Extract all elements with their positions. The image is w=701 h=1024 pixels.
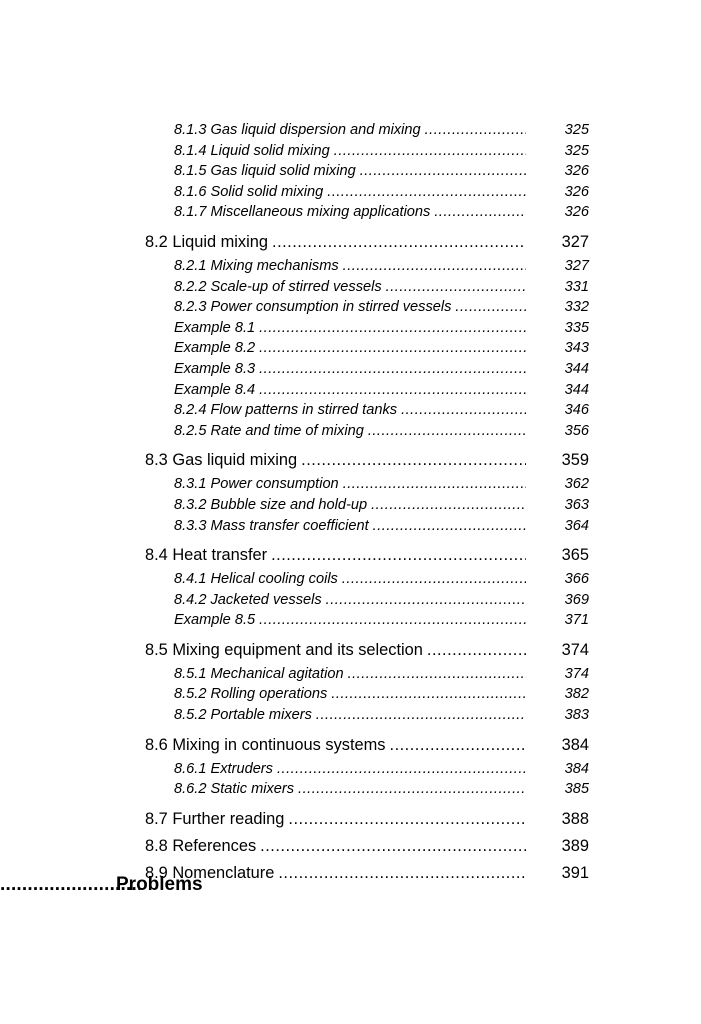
toc-subsection-entry[interactable] — [0, 182, 701, 203]
toc-entry-row — [145, 229, 526, 256]
toc-entry-page: 326 — [564, 163, 589, 180]
toc-leader-dots — [368, 421, 526, 442]
toc-entry-title: 8.2 Liquid mixing — [145, 229, 272, 256]
toc-entry-page: 366 — [564, 571, 589, 588]
toc-subsection-entry[interactable] — [0, 664, 701, 685]
toc-entry-row — [145, 806, 526, 833]
toc-entry-page: 332 — [564, 299, 589, 316]
toc-entry-row — [174, 400, 526, 421]
toc-leader-dots — [331, 684, 526, 705]
toc-subsection-entry[interactable] — [0, 569, 701, 590]
toc-section-entry[interactable] — [0, 833, 701, 860]
toc-entry-page: 326 — [564, 204, 589, 221]
toc-entry-title: 8.5.2 Rolling operations — [174, 684, 331, 705]
toc-entry-title: Example 8.2 — [174, 338, 259, 359]
toc-entry-page: 363 — [564, 496, 589, 513]
table-of-contents — [0, 120, 701, 887]
toc-leader-dots — [371, 495, 526, 516]
problems-title: Problems — [116, 874, 203, 895]
toc-entry-page: 371 — [564, 612, 589, 629]
toc-entry-row — [174, 569, 526, 590]
toc-leader-dots — [434, 202, 526, 223]
toc-entry-page: 369 — [564, 591, 589, 608]
toc-entry-page: 364 — [564, 517, 589, 534]
toc-entry-page: 356 — [564, 422, 589, 439]
toc-entry-row — [174, 779, 526, 800]
toc-entry-row — [174, 474, 526, 495]
toc-entry-row — [174, 297, 526, 318]
toc-subsection-entry[interactable] — [0, 161, 701, 182]
toc-leader-dots — [326, 590, 526, 611]
toc-entry-title: Example 8.3 — [174, 359, 259, 380]
toc-entry-title: Example 8.4 — [174, 380, 259, 401]
toc-entry-title: 8.2.3 Power consumption in stirred vessels — [174, 297, 455, 318]
toc-entry-page: 384 — [561, 735, 589, 754]
toc-entry-page: 374 — [561, 640, 589, 659]
toc-entry-title: 8.7 Further reading — [145, 806, 288, 833]
toc-leader-dots — [271, 542, 526, 569]
toc-leader-dots — [348, 664, 526, 685]
toc-entry-page: 344 — [564, 381, 589, 398]
toc-leader-dots — [277, 759, 526, 780]
toc-subsection-entry[interactable] — [0, 318, 701, 339]
toc-entry-title: 8.5 Mixing equipment and its selection — [145, 637, 427, 664]
toc-entry-page: 388 — [561, 809, 589, 828]
toc-entry-row — [145, 447, 526, 474]
toc-entry-row — [145, 833, 526, 860]
toc-entry-row — [174, 318, 526, 339]
toc-leader-dots — [342, 569, 526, 590]
toc-entry-page: 374 — [564, 665, 589, 682]
toc-entry-title: 8.5.1 Mechanical agitation — [174, 664, 348, 685]
toc-entry-page: 335 — [564, 319, 589, 336]
toc-entry-page: 344 — [564, 360, 589, 377]
toc-subsection-entry[interactable] — [0, 705, 701, 726]
toc-entry-page: 391 — [561, 863, 589, 882]
toc-entry-row — [174, 202, 526, 223]
toc-subsection-entry[interactable] — [0, 474, 701, 495]
toc-leader-dots — [316, 705, 526, 726]
toc-subsection-entry[interactable] — [0, 759, 701, 780]
toc-leader-dots — [390, 732, 526, 759]
toc-entry-row — [174, 120, 526, 141]
toc-section-entry[interactable] — [0, 732, 701, 759]
toc-entry-row — [174, 182, 526, 203]
toc-entry-page: 343 — [564, 340, 589, 357]
toc-entry-row — [174, 277, 526, 298]
toc-section-entry[interactable] — [0, 806, 701, 833]
toc-entry-title: 8.9 Nomenclature — [145, 860, 278, 887]
toc-entry-title: 8.1.5 Gas liquid solid mixing — [174, 161, 360, 182]
toc-entry-title: 8.2.4 Flow patterns in stirred tanks — [174, 400, 401, 421]
toc-leader-dots — [259, 359, 526, 380]
toc-entry-title: 8.1.3 Gas liquid dispersion and mixing — [174, 120, 425, 141]
toc-subsection-entry[interactable] — [0, 277, 701, 298]
toc-leader-dots — [288, 806, 526, 833]
toc-entry-title: 8.5.2 Portable mixers — [174, 705, 316, 726]
toc-entry-page: 326 — [564, 183, 589, 200]
toc-leader-dots — [425, 120, 526, 141]
toc-entry-row — [174, 421, 526, 442]
toc-entry-title: 8.6.2 Static mixers — [174, 779, 298, 800]
toc-entry-row — [174, 759, 526, 780]
toc-entry-row — [145, 637, 526, 664]
toc-subsection-entry[interactable] — [0, 421, 701, 442]
toc-leader-dots — [278, 860, 526, 887]
toc-subsection-entry[interactable] — [0, 297, 701, 318]
toc-leader-dots — [259, 338, 526, 359]
toc-entry-title: 8.4.1 Helical cooling coils — [174, 569, 342, 590]
toc-subsection-entry[interactable] — [0, 256, 701, 277]
toc-entry-title: 8.2.2 Scale-up of stirred vessels — [174, 277, 386, 298]
toc-subsection-entry[interactable] — [0, 338, 701, 359]
toc-entry-title: Example 8.1 — [174, 318, 259, 339]
toc-entry-title: 8.4.2 Jacketed vessels — [174, 590, 326, 611]
toc-entry-title: 8.3.3 Mass transfer coefficient — [174, 516, 373, 537]
toc-leader-dots — [373, 516, 526, 537]
toc-entry-row — [174, 684, 526, 705]
toc-subsection-entry[interactable] — [0, 610, 701, 631]
toc-entry-page: 384 — [564, 760, 589, 777]
toc-entry-title: 8.3.1 Power consumption — [174, 474, 343, 495]
toc-entry-title: Example 8.5 — [174, 610, 259, 631]
toc-leader-dots — [298, 779, 526, 800]
toc-leader-dots — [259, 380, 526, 401]
toc-leader-dots — [259, 318, 526, 339]
toc-subsection-entry[interactable] — [0, 202, 701, 223]
toc-leader-dots — [327, 182, 526, 203]
toc-entry-row — [174, 705, 526, 726]
toc-section-entry[interactable] — [0, 447, 701, 474]
toc-subsection-entry[interactable] — [0, 684, 701, 705]
toc-entry-page: 331 — [564, 278, 589, 295]
toc-entry-row — [174, 380, 526, 401]
toc-leader-dots — [260, 833, 526, 860]
toc-entry-page: 325 — [564, 122, 589, 138]
toc-entry-title: 8.3 Gas liquid mixing — [145, 447, 301, 474]
toc-subsection-entry[interactable] — [0, 590, 701, 611]
toc-entry-row — [145, 732, 526, 759]
toc-entry-title: 8.2.1 Mixing mechanisms — [174, 256, 343, 277]
toc-entry-page: 325 — [564, 142, 589, 159]
toc-entry-row — [174, 495, 526, 516]
toc-entry-title: 8.6.1 Extruders — [174, 759, 277, 780]
toc-subsection-entry[interactable] — [0, 359, 701, 380]
toc-subsection-entry[interactable] — [0, 516, 701, 537]
toc-entry-page: 359 — [561, 451, 589, 470]
toc-leader-dots — [401, 400, 526, 421]
toc-section-entry[interactable] — [0, 229, 701, 256]
toc-entry-page: 327 — [564, 257, 589, 274]
toc-entry-title: 8.1.4 Liquid solid mixing — [174, 141, 334, 162]
toc-subsection-entry[interactable] — [0, 400, 701, 421]
toc-leader-dots — [259, 610, 526, 631]
toc-subsection-entry[interactable] — [0, 380, 701, 401]
toc-entry-page: 327 — [561, 232, 589, 251]
toc-leader-dots — [343, 474, 526, 495]
toc-leader-dots — [272, 229, 526, 256]
toc-entry-title: 8.1.7 Miscellaneous mixing applications — [174, 202, 434, 223]
toc-section-entry[interactable] — [0, 637, 701, 664]
toc-leader-dots — [301, 447, 526, 474]
toc-entry-page: 365 — [561, 546, 589, 565]
toc-entry-title: 8.2.5 Rate and time of mixing — [174, 421, 368, 442]
toc-entry-title: 8.4 Heat transfer — [145, 542, 271, 569]
toc-entry-row — [174, 610, 526, 631]
toc-entry-title: 8.1.6 Solid solid mixing — [174, 182, 327, 203]
toc-subsection-entry[interactable] — [0, 779, 701, 800]
toc-entry-row — [174, 516, 526, 537]
toc-entry-row — [174, 161, 526, 182]
toc-entry-page: 385 — [564, 781, 589, 798]
toc-entry-row — [174, 141, 526, 162]
toc-entry-row — [174, 664, 526, 685]
toc-entry-page: 382 — [564, 686, 589, 703]
toc-entry-title: 8.6 Mixing in continuous systems — [145, 732, 390, 759]
toc-subsection-entry[interactable] — [0, 141, 701, 162]
toc-entry-page: 383 — [564, 707, 589, 724]
toc-leader-dots — [360, 161, 526, 182]
toc-section-entry[interactable] — [0, 542, 701, 569]
toc-entry-page: 389 — [561, 836, 589, 855]
toc-entry-row — [145, 542, 526, 569]
toc-entry-title: 8.8 References — [145, 833, 260, 860]
toc-leader-dots — [455, 297, 526, 318]
toc-subsection-entry[interactable] — [0, 120, 701, 141]
toc-leader-dots — [343, 256, 526, 277]
toc-subsection-entry[interactable] — [0, 495, 701, 516]
toc-entry-row — [174, 590, 526, 611]
toc-entry-row — [174, 338, 526, 359]
toc-leader-dots — [386, 277, 526, 298]
toc-entry-title: 8.3.2 Bubble size and hold-up — [174, 495, 371, 516]
toc-entry-page: 346 — [564, 402, 589, 419]
toc-entry-row — [174, 256, 526, 277]
toc-entry-page: 362 — [564, 476, 589, 493]
toc-leader-dots — [427, 637, 526, 664]
toc-entry-row — [174, 359, 526, 380]
toc-leader-dots — [334, 141, 526, 162]
